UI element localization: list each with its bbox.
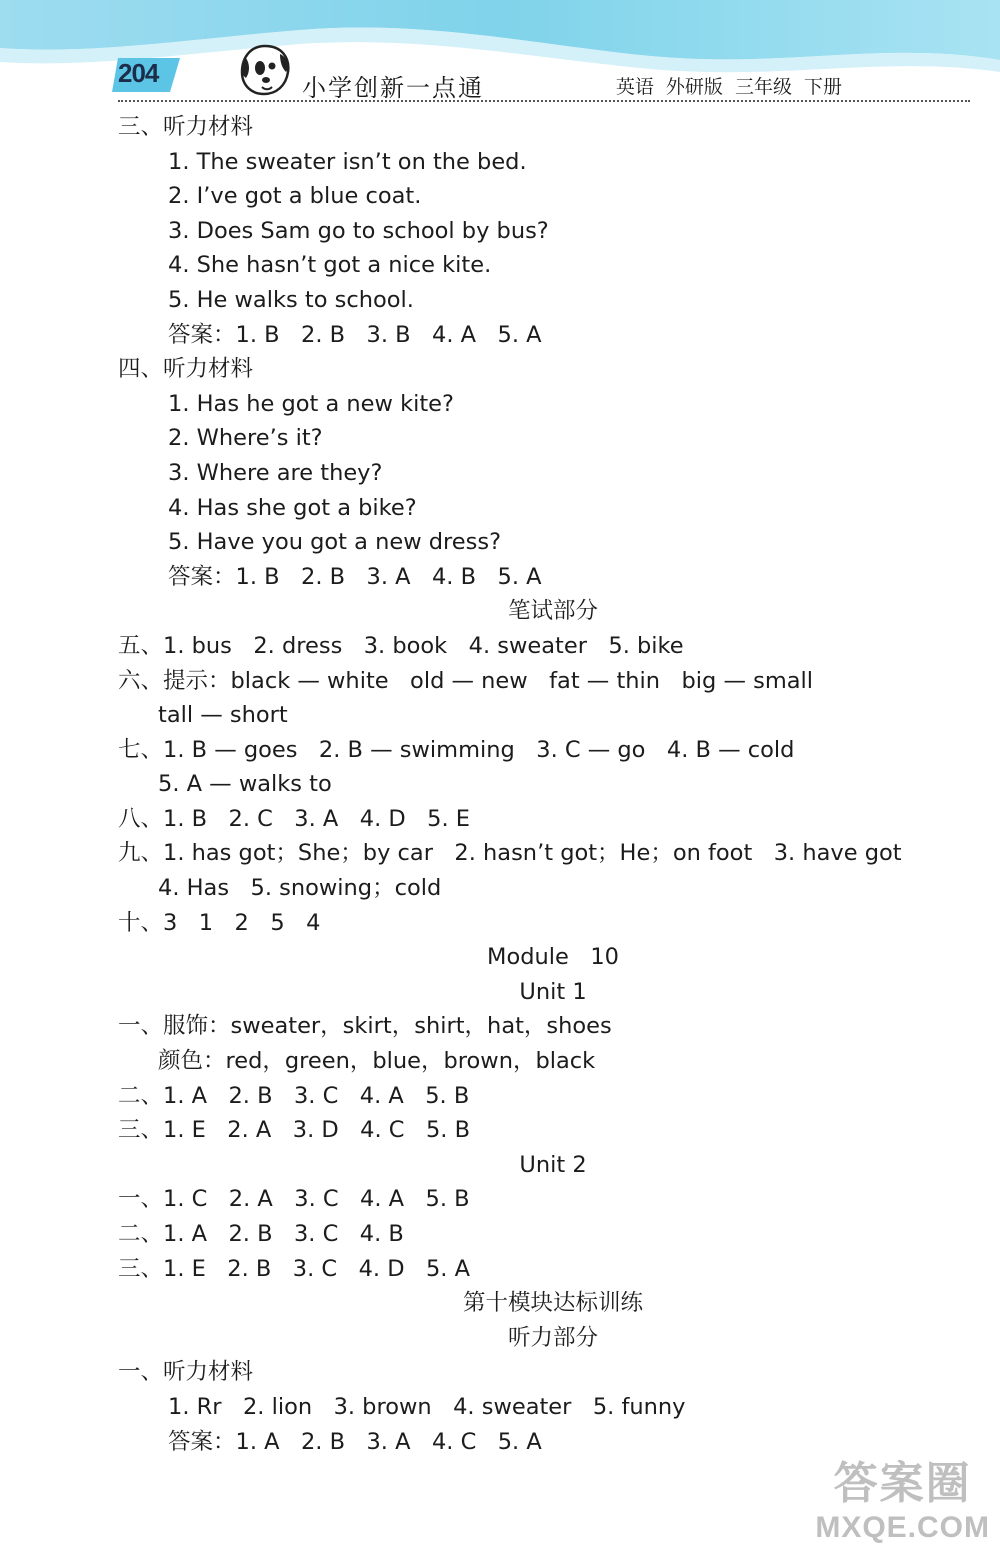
- answer-line: tall — short: [158, 702, 288, 729]
- listening-line: 1. Rr 2. lion 3. brown 4. sweater 5. funny: [168, 1393, 686, 1420]
- book-title: 小学创新一点通: [302, 74, 484, 102]
- answer-line: 答案：1. B 2. B 3. A 4. B 5. A: [168, 563, 542, 590]
- answer-line: 七、1. B — goes 2. B — swimming 3. C — go 4. B — cold: [118, 736, 795, 763]
- part-heading: 笔试部分: [507, 598, 598, 625]
- watermark-en: MXQE.COM: [815, 1511, 990, 1544]
- answer-line: 一、服饰：sweater，skirt，shirt，hat，shoes: [118, 1013, 612, 1040]
- answer-line: 答案：1. B 2. B 3. B 4. A 5. A: [168, 321, 542, 348]
- page-number: 204: [118, 58, 159, 88]
- listening-line: 5. Have you got a new dress?: [168, 529, 502, 556]
- section-heading: 一、听力材料: [118, 1359, 254, 1386]
- answer-line: 五、1. bus 2. dress 3. book 4. sweater 5. bike: [118, 632, 684, 659]
- answer-line: 5. A — walks to: [158, 771, 332, 798]
- listening-line: 2. I’ve got a blue coat.: [168, 183, 422, 210]
- book-info: 英语 外研版 三年级 下册: [615, 76, 842, 98]
- listening-line: 4. Has she got a bike?: [168, 494, 417, 521]
- answer-line: 二、1. A 2. B 3. C 4. A 5. B: [118, 1082, 470, 1109]
- unit-heading: Unit 1: [519, 978, 587, 1005]
- section-heading: 四、听力材料: [118, 356, 254, 383]
- part-heading: 听力部分: [507, 1324, 598, 1351]
- answer-line: 六、提示：black — white old — new fat — thin big — small: [118, 667, 814, 694]
- listening-line: 1. The sweater isn’t on the bed.: [168, 148, 527, 175]
- unit-heading: Unit 2: [519, 1151, 587, 1178]
- answer-content: [118, 110, 968, 1459]
- answer-line: 八、1. B 2. C 3. A 4. D 5. E: [118, 805, 471, 832]
- answer-line: 三、1. E 2. A 3. D 4. C 5. B: [118, 1117, 471, 1144]
- watermark-logo: [815, 1447, 990, 1545]
- part-heading: 第十模块达标训练: [462, 1290, 643, 1317]
- header-divider: [118, 100, 970, 102]
- listening-line: 3. Does Sam go to school by bus?: [168, 217, 549, 244]
- answer-line: 答案：1. A 2. B 3. A 4. C 5. A: [168, 1428, 542, 1455]
- answer-line: 二、1. A 2. B 3. C 4. B: [118, 1221, 404, 1247]
- module-heading: Module 10: [487, 944, 619, 971]
- listening-line: 2. Where’s it?: [168, 425, 323, 452]
- section-heading: 三、听力材料: [118, 114, 254, 140]
- listening-line: 5. He walks to school.: [168, 286, 414, 313]
- watermark-cn: 答案圈: [833, 1459, 972, 1508]
- answer-line: 九、1. has got；She；by car 2. hasn’t got；He；on foot 3. have got: [118, 840, 902, 867]
- answer-line: 4. Has 5. snowing；cold: [158, 875, 442, 902]
- mascot-dog-icon: [236, 42, 294, 100]
- answer-line: 颜色：red，green，blue，brown，black: [158, 1048, 596, 1075]
- answer-line: 一、1. C 2. A 3. C 4. A 5. B: [118, 1186, 470, 1213]
- listening-line: 4. She hasn’t got a nice kite.: [168, 252, 492, 279]
- listening-line: 3. Where are they?: [168, 459, 383, 486]
- answer-line: 十、3 1 2 5 4: [118, 909, 321, 936]
- listening-line: 1. Has he got a new kite?: [168, 390, 454, 417]
- header-wave-banner: [0, 0, 1000, 110]
- answer-line: 三、1. E 2. B 3. C 4. D 5. A: [118, 1255, 471, 1282]
